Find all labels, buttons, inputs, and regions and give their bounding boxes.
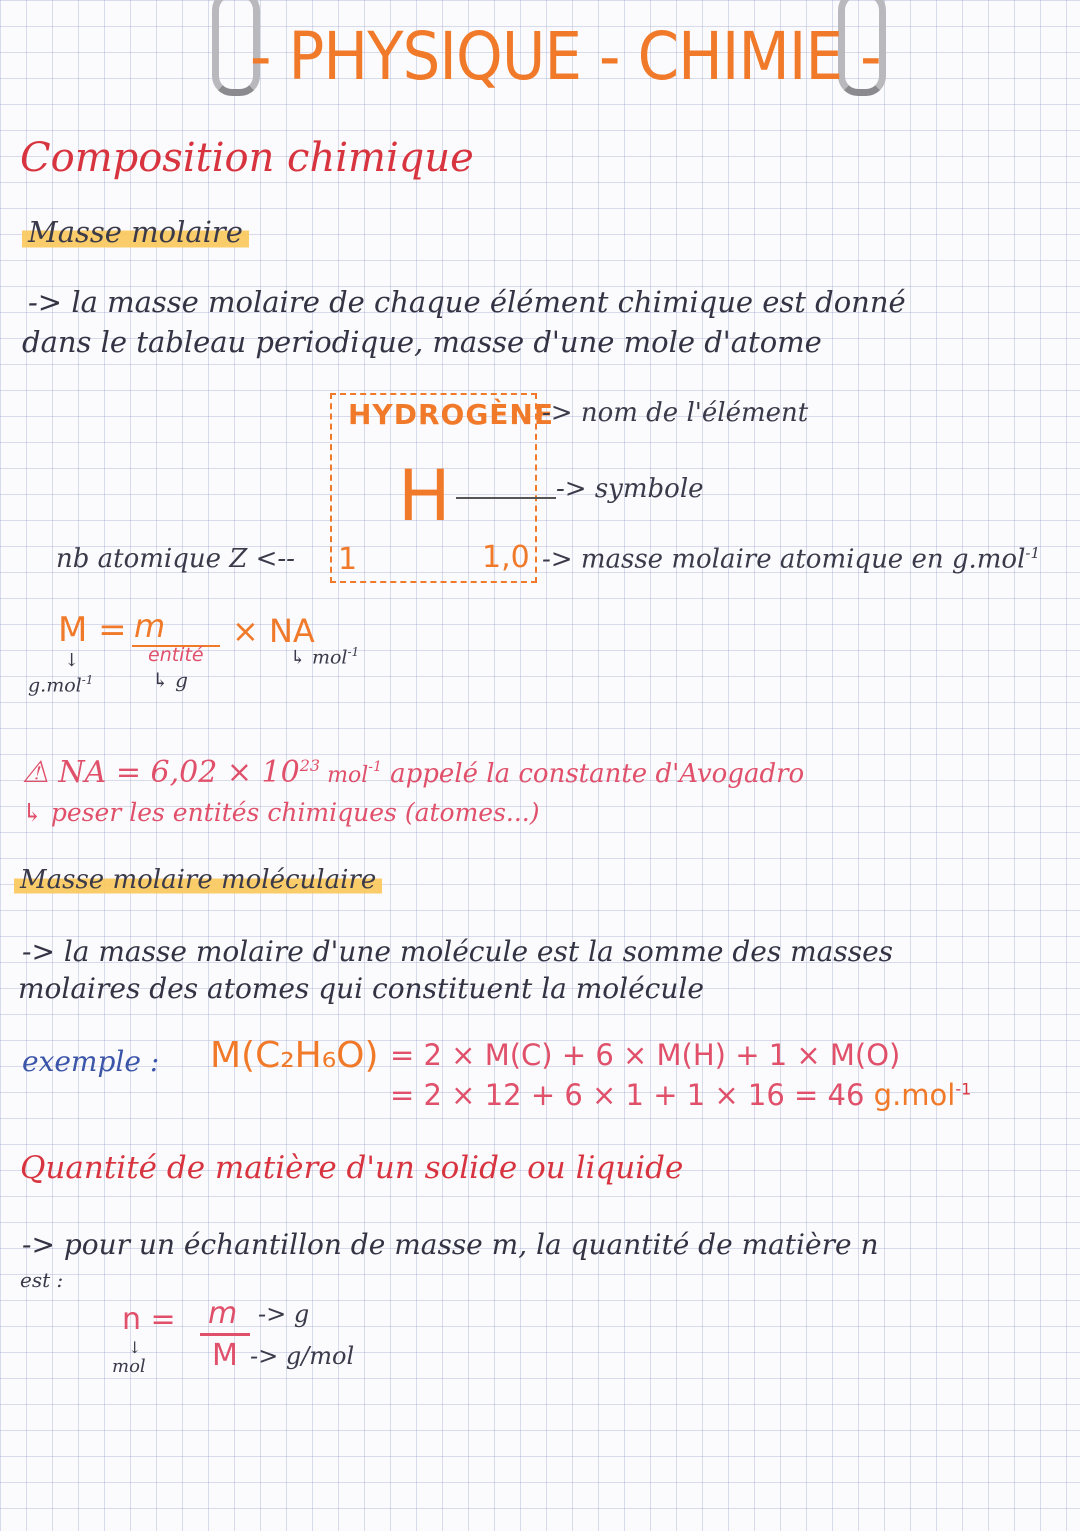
page-title: - PHYSIQUE - CHIMIE - <box>250 18 881 95</box>
label-molar-mass: -> masse molaire atomique en g.mol$^{-1}$ <box>542 544 1041 575</box>
formula-n-unit: mol <box>112 1356 146 1377</box>
formula1-numerator: m <box>134 607 166 645</box>
example-label: exemple : <box>22 1045 160 1078</box>
formula1-times-na: × NA <box>232 612 315 650</box>
formula-molar-mass: M = <box>58 610 127 650</box>
formula-n-arrow: ↓ <box>128 1338 142 1357</box>
formula1-denominator: entité <box>148 644 204 666</box>
heading-masse-molaire: Masse molaire <box>22 215 249 249</box>
avogadro-note: ↳ peser les entités chimiques (atomes...) <box>22 798 540 827</box>
avogadro-constant: ⚠ NA = $6,02 \times 10^{23}$ mol$^{-1}$ appelé la constante d'Avogadro <box>22 755 805 790</box>
formula1-unit-entite: ↳ g <box>152 668 188 692</box>
example-equation-2: = 2 × 12 + 6 × 1 + 1 × 16 = 46 g.mol$^{-1}$ <box>390 1078 972 1112</box>
heading-masse-moleculaire: Masse molaire moléculaire <box>14 865 382 895</box>
formula-n-fraction-bar <box>200 1333 250 1336</box>
formula-n-unit-num: -> g <box>258 1300 310 1328</box>
text-masse-molaire-line2: dans le tableau periodique, masse d'une mole d'atome <box>22 325 822 359</box>
element-symbol: H <box>398 455 451 537</box>
element-name: HYDROGÈNE <box>348 398 554 431</box>
formula1-unit-M: g.mol$^{-1}$ <box>28 673 94 697</box>
element-atomic-number: 1 <box>338 542 358 577</box>
formula1-arrow: ↓ <box>64 650 80 671</box>
element-molar-mass: 1,0 <box>482 540 530 575</box>
symbol-pointer-line <box>456 497 556 499</box>
label-element-symbol: -> symbole <box>556 474 704 504</box>
text-moleculaire-line2: molaires des atomes qui constituent la molécule <box>18 972 704 1005</box>
formula-n-numerator: m <box>208 1296 238 1331</box>
text-masse-molaire-line1: -> la masse molaire de chaque élément chimique est donné <box>28 285 906 319</box>
formula1-unit-NA: ↳ mol$^{-1}$ <box>290 645 360 669</box>
label-atomic-number: nb atomique Z <-- <box>56 544 295 574</box>
formula-n-denominator: M <box>212 1338 238 1373</box>
section-title-quantite: Quantité de matière d'un solide ou liquide <box>20 1150 684 1186</box>
example-formula: M(C₂H₆O) <box>210 1035 379 1076</box>
text-moleculaire-line1: -> la masse molaire d'une molécule est la somme des masses <box>22 935 894 968</box>
text-quantite-line1: -> pour un échantillon de masse m, la quantité de matière n <box>22 1228 879 1261</box>
example-equation-1: = 2 × M(C) + 6 × M(H) + 1 × M(O) <box>390 1038 901 1072</box>
formula-n-lhs: n = <box>122 1302 176 1337</box>
formula-n-unit-den: -> g/mol <box>250 1342 355 1370</box>
text-quantite-line2: est : <box>20 1268 64 1292</box>
label-element-name: -> nom de l'élément <box>542 398 809 428</box>
section-title-composition: Composition chimique <box>20 135 474 181</box>
